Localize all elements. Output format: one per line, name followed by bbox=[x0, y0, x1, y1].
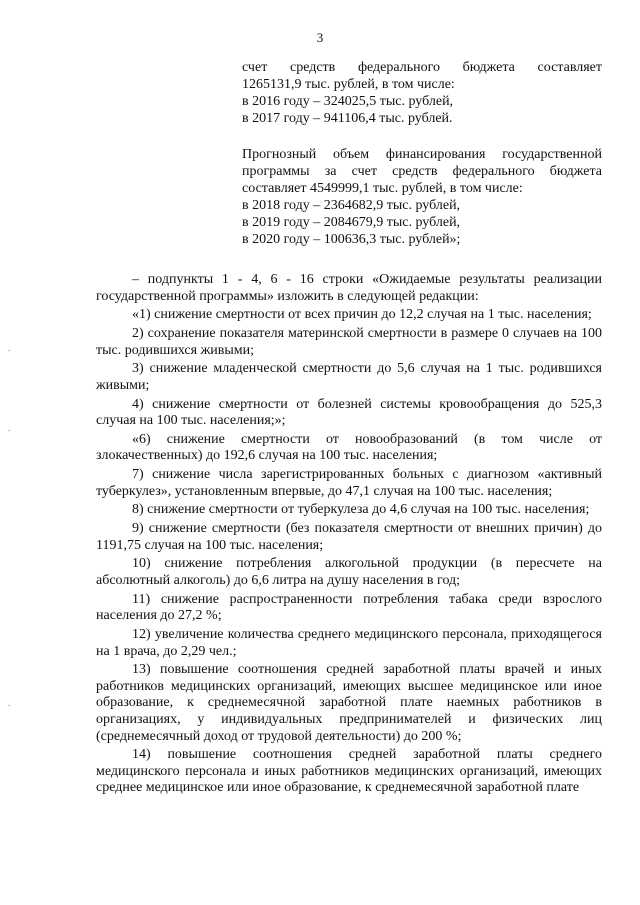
budget-line: в 2018 году – 2364682,9 тыс. рублей, bbox=[242, 198, 461, 213]
budget-line: Прогнозный объем финансирования государственной bbox=[242, 147, 602, 162]
result-item: 14) повышение соотношения средней заработной платы среднего медицинского персонала и иных работников медицинских организаций, имеющих среднее медицинское или иное образование, к среднемесячной заработной плате bbox=[96, 747, 602, 796]
result-item: «6) снижение смертности от новообразований (в том числе от злокачественных) до 192,6 случая на 100 тыс. населения; bbox=[96, 431, 602, 464]
result-item: 9) снижение смертности (без показателя смертности от внешних причин) до 1191,75 случая на 100 тыс. населения; bbox=[96, 521, 602, 553]
result-item: 8) снижение смертности от туберкулеза до 4,6 случая на 100 тыс. населения; bbox=[132, 502, 590, 518]
budget-line: в 2020 году – 100636,3 тыс. рублей»; bbox=[242, 232, 461, 247]
page-number: 3 bbox=[316, 30, 324, 45]
budget-line: программы за счет средств федерального бюджета bbox=[242, 164, 602, 179]
result-item: 10) снижение потребления алкогольной продукции (в пересчете на абсолютный алкоголь) до 6,6 литра на душу населения в год; bbox=[96, 556, 602, 588]
result-item: «1) снижение смертности от всех причин до 12,2 случая на 1 тыс. населения; bbox=[132, 307, 592, 323]
result-item: 12) увеличение количества среднего медицинского персонала, приходящегося на 1 врача, до 2,29 чел.; bbox=[96, 626, 602, 659]
expected-results-amendment bbox=[96, 272, 602, 799]
budget-line: составляет 4549999,1 тыс. рублей, в том числе: bbox=[242, 181, 523, 196]
result-item: 13) повышение соотношения средней заработной платы врачей и иных работников медицинских организаций, имеющих высшее медицинское или иное образование, к среднемесячной заработной плате наемных работников в организациях, у индивидуальных предпринимателей и физических лиц (среднемесячный доход от трудовой деятельности) до 200 %; bbox=[96, 662, 602, 744]
budget-line: в 2016 году – 324025,5 тыс. рублей, bbox=[242, 94, 454, 109]
budget-line: счет средств федерального бюджета составляет bbox=[242, 60, 602, 75]
budget-line: в 2019 году – 2084679,9 тыс. рублей, bbox=[242, 215, 461, 230]
result-item: 7) снижение числа зарегистрированных больных с диагнозом «активный туберкулез», установленным впервые, до 47,1 случая на 100 тыс. населения; bbox=[96, 467, 602, 499]
budget-line: в 2017 году – 941106,4 тыс. рублей. bbox=[242, 111, 453, 126]
budget-line: 1265131,9 тыс. рублей, в том числе: bbox=[242, 77, 455, 92]
amendment-intro: – подпункты 1 - 4, 6 - 16 строки «Ожидаемые результаты реализации государственной программы» изложить в следующей редакции: bbox=[96, 272, 602, 304]
scan-margin-mark bbox=[8, 705, 10, 706]
budget-funding-block bbox=[242, 59, 602, 248]
result-item: 11) снижение распространенности потребления табака среди взрослого населения до 27,2 %; bbox=[96, 591, 602, 624]
result-item: 4) снижение смертности от болезней системы кровообращения до 525,3 случая на 100 тыс. населения;»; bbox=[96, 396, 602, 429]
scan-margin-mark bbox=[8, 350, 10, 351]
result-item: 2) сохранение показателя материнской смертности в размере 0 случаев на 100 тыс. родившихся живыми; bbox=[96, 325, 602, 358]
scan-margin-mark bbox=[8, 430, 10, 431]
result-item: 3) снижение младенческой смертности до 5,6 случая на 1 тыс. родившихся живыми; bbox=[96, 361, 602, 393]
